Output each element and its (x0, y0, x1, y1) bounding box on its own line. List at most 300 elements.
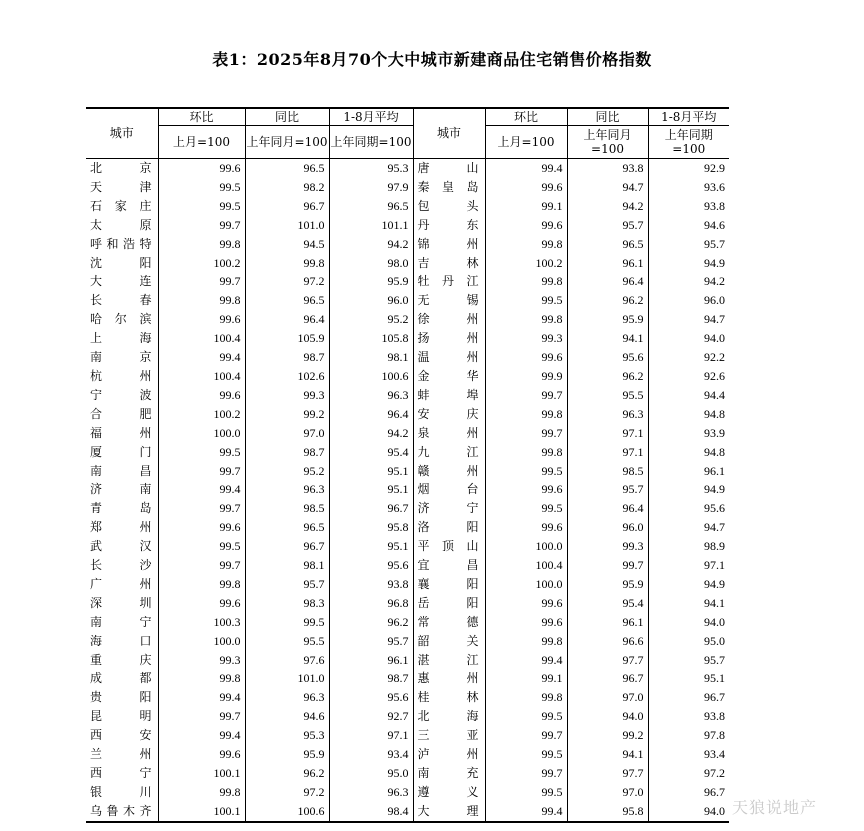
mom-value: 99.9 (485, 367, 567, 386)
city-name: 湛江 (413, 651, 485, 670)
watermark: 天狼说地产 (732, 798, 818, 817)
mom-value: 100.1 (158, 802, 245, 822)
city-name: 昆明 (90, 709, 152, 724)
avg-value: 94.2 (648, 272, 729, 291)
avg-value: 93.4 (648, 745, 729, 764)
city-name: 杭州 (90, 368, 152, 383)
avg-value: 96.5 (329, 197, 413, 216)
avg-value: 94.0 (648, 802, 729, 822)
avg-value: 93.8 (329, 575, 413, 594)
col-subheader-mom-left: 上月=100 (158, 126, 245, 159)
yoy-value: 102.6 (245, 367, 329, 386)
mom-value: 99.7 (158, 216, 245, 235)
mom-value: 99.4 (485, 802, 567, 822)
avg-value: 94.9 (648, 254, 729, 273)
yoy-value: 96.5 (245, 518, 329, 537)
city-name: 沈阳 (90, 255, 152, 270)
avg-value: 94.9 (648, 575, 729, 594)
yoy-value: 95.9 (567, 310, 648, 329)
yoy-value: 95.8 (567, 802, 648, 822)
mom-value: 99.6 (158, 159, 245, 178)
city-name: 平顶山 (413, 537, 485, 556)
yoy-value: 94.1 (567, 329, 648, 348)
col-header-city-left: 城市 (86, 108, 158, 159)
city-name: 福州 (90, 425, 152, 440)
yoy-value: 97.2 (245, 272, 329, 291)
city-name: 济宁 (413, 499, 485, 518)
city-name: 吉林 (413, 254, 485, 273)
mom-value: 100.0 (158, 632, 245, 651)
col-subheader-yoy-right: 上年同月=100 (567, 126, 648, 159)
yoy-value: 96.6 (567, 632, 648, 651)
city-name: 烟台 (413, 480, 485, 499)
city-name: 南充 (413, 764, 485, 783)
table-row (86, 575, 729, 594)
yoy-value: 97.0 (567, 688, 648, 707)
yoy-value: 96.4 (567, 272, 648, 291)
avg-value: 94.6 (648, 216, 729, 235)
yoy-value: 93.8 (567, 159, 648, 178)
mom-value: 99.5 (485, 499, 567, 518)
avg-value: 98.4 (329, 802, 413, 822)
city-name: 南昌 (90, 463, 152, 478)
yoy-value: 96.7 (245, 537, 329, 556)
avg-value: 96.4 (329, 405, 413, 424)
yoy-value: 96.2 (567, 367, 648, 386)
city-name: 长春 (90, 293, 152, 308)
city-name: 哈尔滨 (90, 312, 152, 327)
mom-value: 99.4 (158, 480, 245, 499)
mom-value: 99.7 (158, 272, 245, 291)
col-header-mom-left: 环比 (158, 108, 245, 126)
yoy-value: 96.3 (245, 688, 329, 707)
mom-value: 99.7 (485, 764, 567, 783)
table-row (86, 783, 729, 802)
avg-value: 98.1 (329, 348, 413, 367)
mom-value: 99.5 (485, 745, 567, 764)
table-row (86, 688, 729, 707)
city-name: 扬州 (413, 329, 485, 348)
yoy-value: 97.2 (245, 783, 329, 802)
avg-value: 100.6 (329, 367, 413, 386)
avg-value: 95.9 (329, 272, 413, 291)
yoy-value: 99.8 (245, 254, 329, 273)
city-name: 太原 (90, 217, 152, 232)
yoy-value: 96.7 (245, 197, 329, 216)
avg-value: 93.6 (648, 178, 729, 197)
yoy-value: 101.0 (245, 669, 329, 688)
mom-value: 99.6 (485, 178, 567, 197)
table-row (86, 254, 729, 273)
table-row (86, 651, 729, 670)
avg-value: 94.0 (648, 613, 729, 632)
city-name: 成都 (90, 671, 152, 686)
yoy-value: 94.2 (567, 197, 648, 216)
table-row (86, 480, 729, 499)
yoy-value: 97.0 (245, 424, 329, 443)
avg-value: 93.8 (648, 707, 729, 726)
avg-value: 95.4 (329, 443, 413, 462)
city-name: 兰州 (90, 747, 152, 762)
city-name: 厦门 (90, 444, 152, 459)
yoy-value: 99.5 (245, 613, 329, 632)
avg-value: 98.7 (329, 669, 413, 688)
yoy-value: 94.0 (567, 707, 648, 726)
avg-value: 95.0 (329, 764, 413, 783)
city-name: 石家庄 (90, 198, 152, 213)
avg-value: 95.7 (648, 235, 729, 254)
yoy-value: 95.2 (245, 462, 329, 481)
col-subheader-mom-right: 上月=100 (485, 126, 567, 159)
city-name: 泉州 (413, 424, 485, 443)
mom-value: 99.3 (485, 329, 567, 348)
city-name: 西宁 (90, 766, 152, 780)
mom-value: 99.5 (485, 462, 567, 481)
yoy-value: 94.7 (567, 178, 648, 197)
city-name: 韶关 (413, 632, 485, 651)
yoy-value: 98.5 (245, 499, 329, 518)
yoy-value: 94.6 (245, 707, 329, 726)
yoy-value: 98.7 (245, 443, 329, 462)
city-name: 秦皇岛 (413, 178, 485, 197)
price-index-table (86, 107, 729, 823)
city-name: 宁波 (90, 387, 152, 402)
mom-value: 99.6 (485, 613, 567, 632)
col-header-yoy-left: 同比 (245, 108, 329, 126)
table-row (86, 272, 729, 291)
table-row (86, 443, 729, 462)
avg-value: 95.8 (329, 518, 413, 537)
yoy-value: 96.7 (567, 669, 648, 688)
table-body (86, 159, 729, 822)
city-name: 唐山 (413, 159, 485, 178)
yoy-value: 99.3 (245, 386, 329, 405)
table-row (86, 594, 729, 613)
yoy-value: 95.6 (567, 348, 648, 367)
yoy-value: 96.4 (245, 310, 329, 329)
yoy-value: 98.1 (245, 556, 329, 575)
city-name: 济南 (90, 482, 152, 497)
avg-value: 94.8 (648, 405, 729, 424)
mom-value: 100.1 (158, 764, 245, 783)
avg-value: 92.9 (648, 159, 729, 178)
mom-value: 99.4 (158, 348, 245, 367)
yoy-value: 97.6 (245, 651, 329, 670)
table-row (86, 556, 729, 575)
table-row (86, 367, 729, 386)
table-row (86, 310, 729, 329)
table-row (86, 329, 729, 348)
mom-value: 99.6 (158, 386, 245, 405)
table-row (86, 669, 729, 688)
avg-value: 95.6 (648, 499, 729, 518)
mom-value: 100.4 (158, 367, 245, 386)
mom-value: 100.0 (158, 424, 245, 443)
mom-value: 99.8 (485, 405, 567, 424)
city-name: 青岛 (90, 501, 152, 516)
city-name: 桂林 (413, 688, 485, 707)
avg-value: 96.0 (648, 291, 729, 310)
yoy-value: 96.4 (567, 499, 648, 518)
mom-value: 99.8 (485, 688, 567, 707)
mom-value: 100.3 (158, 613, 245, 632)
mom-value: 100.0 (485, 537, 567, 556)
city-name: 合肥 (90, 406, 152, 421)
avg-value: 94.1 (648, 594, 729, 613)
yoy-value: 95.7 (567, 480, 648, 499)
table-row (86, 726, 729, 745)
avg-value: 94.9 (648, 480, 729, 499)
mom-value: 99.6 (485, 518, 567, 537)
city-name: 金华 (413, 367, 485, 386)
city-name: 襄阳 (413, 575, 485, 594)
mom-value: 99.6 (158, 518, 245, 537)
mom-value: 99.7 (485, 424, 567, 443)
city-name: 天津 (90, 179, 152, 194)
avg-value: 94.0 (648, 329, 729, 348)
avg-value: 96.7 (648, 783, 729, 802)
table-row (86, 537, 729, 556)
city-name: 锦州 (413, 235, 485, 254)
mom-value: 99.7 (158, 707, 245, 726)
mom-value: 100.0 (485, 575, 567, 594)
yoy-value: 96.5 (245, 159, 329, 178)
yoy-value: 99.3 (567, 537, 648, 556)
mom-value: 99.8 (485, 632, 567, 651)
avg-value: 95.0 (648, 632, 729, 651)
table-row (86, 235, 729, 254)
avg-value: 94.7 (648, 518, 729, 537)
mom-value: 100.2 (158, 405, 245, 424)
city-name: 上海 (90, 331, 152, 346)
yoy-value: 96.1 (567, 254, 648, 273)
city-name: 温州 (413, 348, 485, 367)
table-row (86, 216, 729, 235)
table-row (86, 178, 729, 197)
yoy-value: 97.0 (567, 783, 648, 802)
avg-value: 96.8 (329, 594, 413, 613)
table-row (86, 632, 729, 651)
mom-value: 99.8 (485, 443, 567, 462)
mom-value: 99.7 (158, 499, 245, 518)
city-name: 赣州 (413, 462, 485, 481)
table-row (86, 291, 729, 310)
avg-value: 97.1 (329, 726, 413, 745)
yoy-value: 95.5 (567, 386, 648, 405)
mom-value: 99.4 (158, 726, 245, 745)
city-name: 北京 (90, 161, 152, 175)
yoy-value: 97.7 (567, 651, 648, 670)
mom-value: 99.6 (485, 348, 567, 367)
city-name: 三亚 (413, 726, 485, 745)
city-name: 大连 (90, 274, 152, 289)
yoy-value: 95.3 (245, 726, 329, 745)
avg-value: 94.7 (648, 310, 729, 329)
avg-value: 96.7 (648, 688, 729, 707)
avg-value: 101.1 (329, 216, 413, 235)
mom-value: 99.4 (158, 688, 245, 707)
table-row (86, 348, 729, 367)
mom-value: 100.2 (485, 254, 567, 273)
table-row (86, 518, 729, 537)
city-name: 遵义 (413, 783, 485, 802)
mom-value: 99.6 (485, 480, 567, 499)
col-header-city-right: 城市 (413, 108, 485, 159)
yoy-value: 95.5 (245, 632, 329, 651)
mom-value: 99.6 (485, 216, 567, 235)
city-name: 蚌埠 (413, 386, 485, 405)
city-name: 南京 (90, 350, 152, 365)
yoy-value: 96.3 (245, 480, 329, 499)
yoy-value: 98.5 (567, 462, 648, 481)
city-name: 乌鲁木齐 (86, 802, 158, 822)
mom-value: 99.7 (485, 726, 567, 745)
yoy-value: 99.2 (245, 405, 329, 424)
table-row (86, 613, 729, 632)
city-name: 贵阳 (90, 690, 152, 705)
avg-value: 98.0 (329, 254, 413, 273)
city-name: 重庆 (90, 652, 152, 667)
mom-value: 99.5 (485, 707, 567, 726)
col-subheader-yoy-left: 上年同月=100 (245, 126, 329, 159)
mom-value: 99.5 (158, 197, 245, 216)
yoy-value: 96.5 (245, 291, 329, 310)
yoy-value: 100.6 (245, 802, 329, 822)
yoy-value: 96.0 (567, 518, 648, 537)
yoy-value: 95.9 (567, 575, 648, 594)
city-name: 岳阳 (413, 594, 485, 613)
avg-value: 97.9 (329, 178, 413, 197)
mom-value: 99.1 (485, 197, 567, 216)
table-row (86, 386, 729, 405)
avg-value: 95.7 (648, 651, 729, 670)
yoy-value: 97.7 (567, 764, 648, 783)
avg-value: 97.2 (648, 764, 729, 783)
mom-value: 99.5 (158, 443, 245, 462)
avg-value: 97.8 (648, 726, 729, 745)
table-row (86, 424, 729, 443)
table-row (86, 499, 729, 518)
avg-value: 95.1 (329, 537, 413, 556)
city-name: 长沙 (90, 558, 152, 573)
yoy-value: 99.2 (567, 726, 648, 745)
mom-value: 99.8 (158, 235, 245, 254)
avg-value: 93.9 (648, 424, 729, 443)
avg-value: 96.7 (329, 499, 413, 518)
city-name: 丹东 (413, 216, 485, 235)
table-row (86, 707, 729, 726)
table-row (86, 159, 729, 178)
avg-value: 95.1 (329, 480, 413, 499)
mom-value: 99.5 (485, 783, 567, 802)
yoy-value: 96.3 (567, 405, 648, 424)
yoy-value: 98.7 (245, 348, 329, 367)
mom-value: 99.7 (485, 386, 567, 405)
city-name: 泸州 (413, 745, 485, 764)
avg-value: 92.7 (329, 707, 413, 726)
mom-value: 99.5 (485, 291, 567, 310)
mom-value: 99.8 (485, 235, 567, 254)
avg-value: 94.2 (329, 235, 413, 254)
avg-value: 96.1 (329, 651, 413, 670)
yoy-value: 96.1 (567, 613, 648, 632)
avg-value: 95.6 (329, 688, 413, 707)
city-name: 牡丹江 (413, 272, 485, 291)
yoy-value: 95.7 (245, 575, 329, 594)
city-name: 郑州 (90, 520, 152, 535)
city-name: 无锡 (413, 291, 485, 310)
avg-value: 96.1 (648, 462, 729, 481)
avg-value: 93.4 (329, 745, 413, 764)
city-name: 大理 (413, 802, 485, 822)
mom-value: 99.7 (158, 556, 245, 575)
city-name: 银川 (90, 784, 152, 799)
city-name: 北海 (413, 707, 485, 726)
mom-value: 99.6 (158, 745, 245, 764)
yoy-value: 96.5 (567, 235, 648, 254)
mom-value: 99.8 (158, 669, 245, 688)
city-name: 常德 (413, 613, 485, 632)
avg-value: 92.6 (648, 367, 729, 386)
yoy-value: 99.7 (567, 556, 648, 575)
avg-value: 92.2 (648, 348, 729, 367)
city-name: 南宁 (90, 614, 152, 629)
mom-value: 99.4 (485, 651, 567, 670)
mom-value: 99.4 (485, 159, 567, 178)
table-row (86, 405, 729, 424)
avg-value: 93.8 (648, 197, 729, 216)
yoy-value: 96.2 (567, 291, 648, 310)
col-subheader-avg-right: 上年同期=100 (648, 126, 729, 159)
yoy-value: 98.2 (245, 178, 329, 197)
city-name: 安庆 (413, 405, 485, 424)
yoy-value: 95.4 (567, 594, 648, 613)
city-name: 洛阳 (413, 518, 485, 537)
avg-value: 105.8 (329, 329, 413, 348)
mom-value: 100.4 (485, 556, 567, 575)
yoy-value: 94.5 (245, 235, 329, 254)
mom-value: 99.6 (158, 594, 245, 613)
city-name: 包头 (413, 197, 485, 216)
avg-value: 96.2 (329, 613, 413, 632)
avg-value: 94.8 (648, 443, 729, 462)
city-name: 深圳 (90, 595, 152, 610)
city-name: 惠州 (413, 669, 485, 688)
mom-value: 99.3 (158, 651, 245, 670)
mom-value: 99.7 (158, 462, 245, 481)
city-name: 徐州 (413, 310, 485, 329)
table-title: 表1：2025年8月70个大中城市新建商品住宅销售价格指数 (212, 50, 652, 69)
avg-value: 96.3 (329, 783, 413, 802)
yoy-value: 98.3 (245, 594, 329, 613)
city-name: 九江 (413, 443, 485, 462)
mom-value: 99.5 (158, 178, 245, 197)
avg-value: 94.2 (329, 424, 413, 443)
city-name: 广州 (90, 576, 152, 591)
yoy-value: 101.0 (245, 216, 329, 235)
table-row (86, 764, 729, 783)
mom-value: 100.4 (158, 329, 245, 348)
col-header-yoy-right: 同比 (567, 108, 648, 126)
yoy-value: 95.9 (245, 745, 329, 764)
table-row (86, 197, 729, 216)
mom-value: 99.8 (485, 272, 567, 291)
avg-value: 95.2 (329, 310, 413, 329)
city-name: 呼和浩特 (90, 236, 152, 251)
yoy-value: 97.1 (567, 443, 648, 462)
mom-value: 99.8 (158, 783, 245, 802)
mom-value: 99.8 (158, 291, 245, 310)
